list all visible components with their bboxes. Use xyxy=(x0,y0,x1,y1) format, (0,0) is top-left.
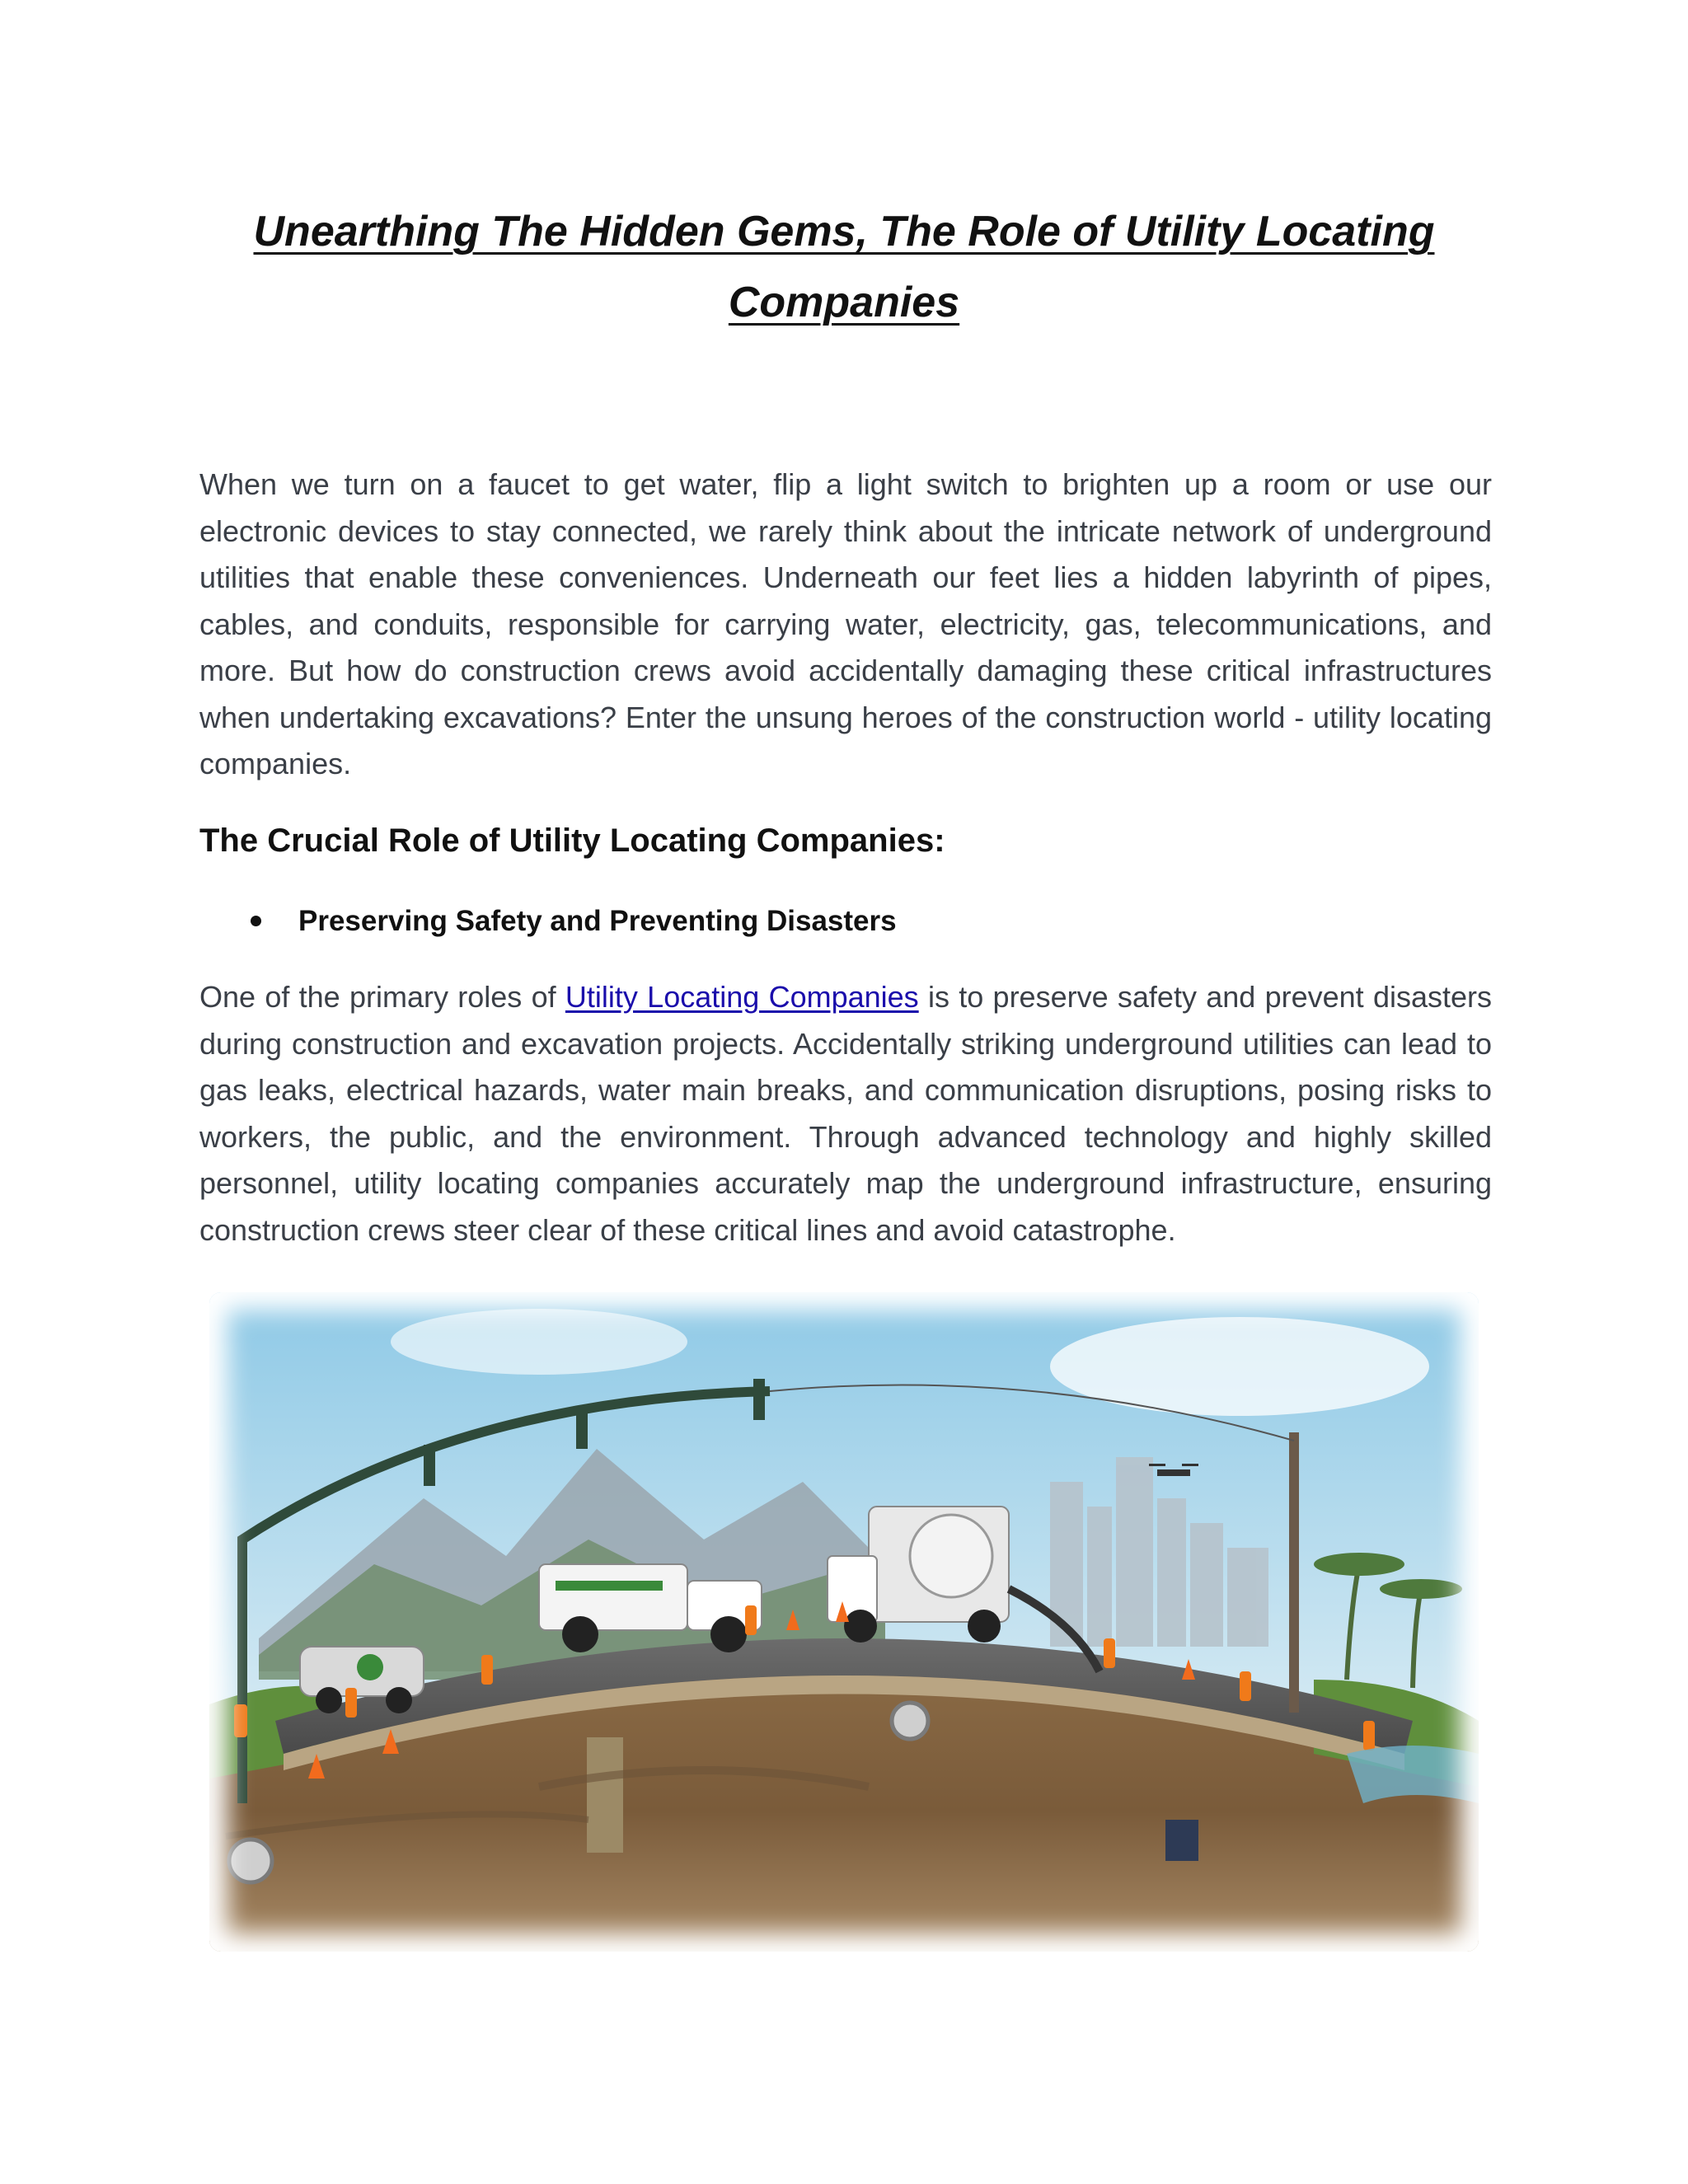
body-paragraph-rest: is to preserve safety and prevent disasters during construction and excavation projects. Accidentally striking underground utilities can lead to gas leaks, electrical hazards, water main breaks, and communication disruptions, posing risks to workers, the public, and the environment. Through advanced technology and highly skilled personnel, utility locating companies accurately map the underground infrastructure, ensuring construction crews steer clear of these critical lines and avoid catastrophe. xyxy=(199,980,1493,1247)
water-stream xyxy=(1347,1746,1479,1803)
document-title: Unearthing The Hidden Gems, The Role of Utility Locating Companies xyxy=(253,208,1435,326)
body-paragraph xyxy=(199,974,1492,1254)
intro-paragraph: When we turn on a faucet to get water, flip a light switch to brighten up a room or use our electronic devices to stay connected, we rarely think about the intricate network of underground utilities that enable these conveniences. Underneath our feet lies a hidden labyrinth of pipes, cables, and conduits, responsible for carrying water, electricity, gas, telecommunications, and more. But how do construction crews avoid accidentally damaging these critical infrastructures when undertaking excavations? Enter the unsung heroes of the construction world - utility locating companies. xyxy=(199,467,1492,780)
utility-locating-companies-link[interactable]: Utility Locating Companies xyxy=(565,980,919,1014)
utility-locating-scene-illustration xyxy=(209,1292,1479,1952)
bullet-item-text: Preserving Safety and Preventing Disasters xyxy=(298,905,897,937)
body-paragraph-lead: One of the primary roles of xyxy=(199,980,565,1014)
equipment-object xyxy=(1165,1820,1198,1861)
pipe-end xyxy=(229,1840,272,1882)
bullet-list-item xyxy=(199,898,1492,944)
cloud-shape xyxy=(1050,1317,1429,1416)
utility-pole xyxy=(1289,1432,1299,1713)
illustration-svg xyxy=(209,1292,1479,1952)
pipe-end xyxy=(892,1703,928,1739)
bullet-dot-icon xyxy=(251,916,261,926)
section-heading: The Crucial Role of Utility Locating Companies: xyxy=(199,823,945,859)
cloud-shape xyxy=(391,1309,687,1375)
